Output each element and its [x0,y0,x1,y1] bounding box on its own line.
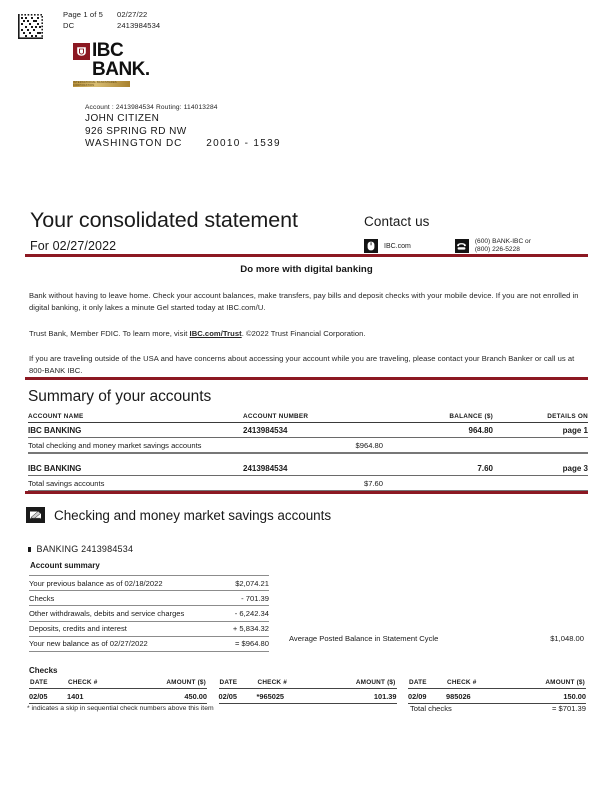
account-summary-label: Checks [29,591,224,606]
check-date: 02/09 [408,689,446,704]
account-summary-value: = $964.80 [224,636,269,651]
customer-city-state: WASHINGTON DC [85,138,183,149]
statement-title-block [30,208,298,253]
checks-column-3 [408,678,586,704]
divider-checking-top [25,491,588,494]
summary-account-balance: 7.60 [383,461,493,476]
total-checks-row [410,704,586,713]
header-account-number: 2413984534 [117,20,161,30]
bullet-square-icon [28,547,31,552]
divider-title [25,254,588,257]
average-balance-label: Average Posted Balance in Statement Cycle [289,634,439,643]
table-row[interactable] [28,423,588,438]
contact-website[interactable] [364,238,411,255]
header-meta [63,10,160,31]
account-summary-heading: Account summary [30,561,100,570]
check-number: *965025 [257,689,329,704]
checking-section-title: Checking and money market savings accounts [54,507,332,523]
table-row [29,576,269,591]
table-row[interactable] [219,689,397,704]
ibc-bank-logo [73,42,150,87]
check-pen-icon [26,507,45,523]
checks-header-row [29,678,207,689]
statement-date: 02/27/22 [117,10,148,19]
contact-us-block [364,214,531,255]
table-row[interactable] [28,461,588,476]
table-row [28,438,588,454]
checks-heading: Checks [29,666,58,675]
summary-total-label: Total savings accounts [28,476,243,492]
checks-col-date: DATE [29,678,67,689]
page-title: Your consolidated statement [30,208,298,232]
telephone-icon [455,239,469,253]
table-row [28,476,588,492]
contact-us-heading: Contact us [364,214,430,229]
divider-summary-top [25,377,588,380]
account-summary-label: Your new balance as of 02/27/2022 [29,636,224,651]
customer-street: 926 SPRING RD NW [85,125,187,137]
summary-total-value: $964.80 [243,438,383,454]
summary-table [28,413,588,492]
contact-website-label: IBC.com [384,242,411,250]
fdic-text-post: . ©2022 Trust Financial Corporation. [241,329,366,338]
summary-header-row [28,413,588,423]
check-number: 985026 [446,689,518,704]
summary-heading: Summary of your accounts [28,388,212,405]
customer-zip: 20010 - 1539 [206,138,281,149]
summary-account-number: 2413984534 [243,423,383,438]
checks-column-1 [29,678,207,704]
checks-col-date: DATE [408,678,446,689]
summary-account-details[interactable]: page 1 [493,423,588,438]
summary-col-account-number: ACCOUNT NUMBER [243,413,383,423]
table-row [29,636,269,651]
checking-section-header [26,507,331,523]
account-summary-value: + 5,834.32 [224,621,269,636]
customer-name: JOHN CITIZEN [85,113,160,124]
check-amount: 450.00 [139,689,207,704]
digital-banking-paragraph-2 [29,328,583,340]
table-row[interactable] [29,689,207,704]
fdic-text-pre: Trust Bank, Member FDIC. To learn more, visit [29,329,190,338]
summary-account-name: IBC BANKING [28,461,243,476]
statement-for-date: For 02/27/2022 [30,239,117,253]
account-routing-line: Account : 2413984534 Routing: 114013284 [85,104,218,111]
checks-tables [29,678,586,704]
logo-text-ibc: IBC [92,40,124,61]
checking-account-label: BANKING 2413984534 [36,544,134,554]
table-row [29,591,269,606]
summary-col-account-name: ACCOUNT NAME [28,413,243,423]
mouse-icon [364,239,378,253]
average-balance-value: $1,048.00 [550,634,584,643]
check-amount: 101.39 [329,689,397,704]
checks-column-2 [219,678,397,704]
summary-col-details: DETAILS ON [493,413,588,423]
table-row[interactable] [408,689,586,704]
account-summary-table [29,575,269,652]
account-summary-label: Other withdrawals, debits and service charges [29,606,224,621]
contact-phone[interactable] [455,238,531,255]
digital-banking-heading: Do more with digital banking [240,264,373,275]
checks-header-row [219,678,397,689]
page-header [0,10,613,41]
check-number: 1401 [67,689,139,704]
digital-banking-paragraph-3: If you are traveling outside of the USA and have concerns about accessing your account while you are traveling, please contact your Branch Banker or call us at 800-BANK IBC. [29,354,575,375]
digital-banking-paragraph-1: Bank without having to leave home. Check your account balances, make transfers, pay bills and deposit checks with your mobile device. If you are not enrolled in digital banking, it only lakes a minute Gel started today at IBC.com/U. [29,291,579,312]
checks-skip-note: * indicates a skip in sequential check numbers above this item [27,705,214,712]
table-row [29,621,269,636]
total-checks-value: = $701.39 [552,704,586,713]
check-date: 02/05 [219,689,257,704]
contact-phone-line1: (600) BANK-IBC or [474,238,531,245]
contact-phone-line2: (800) 226-5228 [474,246,520,254]
customer-address-block [85,104,281,151]
checks-col-number: CHECK # [257,678,329,689]
table-row [29,606,269,621]
checks-col-date: DATE [219,678,257,689]
checks-col-amount: AMOUNT ($) [139,678,207,689]
summary-col-balance: BALANCE ($) [383,413,493,423]
logo-text-bank: BANK. [92,59,150,80]
check-date: 02/05 [29,689,67,704]
account-summary-value: - 701.39 [224,591,269,606]
summary-account-details[interactable]: page 3 [493,461,588,476]
summary-account-name: IBC BANKING [28,423,243,438]
account-summary-value: $2,074.21 [224,576,269,591]
checks-col-number: CHECK # [446,678,518,689]
total-checks-label: Total checks [410,704,452,713]
logo-ribbon [73,81,130,87]
account-summary-value: - 6,242.34 [224,606,269,621]
state-code: DC [63,20,75,30]
summary-account-balance: 964.80 [383,423,493,438]
trust-link[interactable]: IBC.com/Trust [189,329,242,338]
check-amount: 150.00 [518,689,586,704]
checks-col-number: CHECK # [67,678,139,689]
page-label: Page 1 of 5 [63,10,103,19]
checks-header-row [408,678,586,689]
summary-total-label: Total checking and money market savings accounts [28,438,243,454]
checks-col-amount: AMOUNT ($) [329,678,397,689]
checks-col-amount: AMOUNT ($) [518,678,586,689]
summary-total-value: $7.60 [243,476,383,492]
ibc-shield-icon [73,43,90,60]
account-summary-label: Deposits, credits and interest [29,621,224,636]
datamatrix-barcode-icon [16,12,45,41]
account-summary-label: Your previous balance as of 02/18/2022 [29,576,224,591]
summary-account-number: 2413984534 [243,461,383,476]
logo-ribbon-text: INTERNATIONAL BANCSHARES CORPORATION [73,80,117,88]
checking-account-line [28,544,133,554]
